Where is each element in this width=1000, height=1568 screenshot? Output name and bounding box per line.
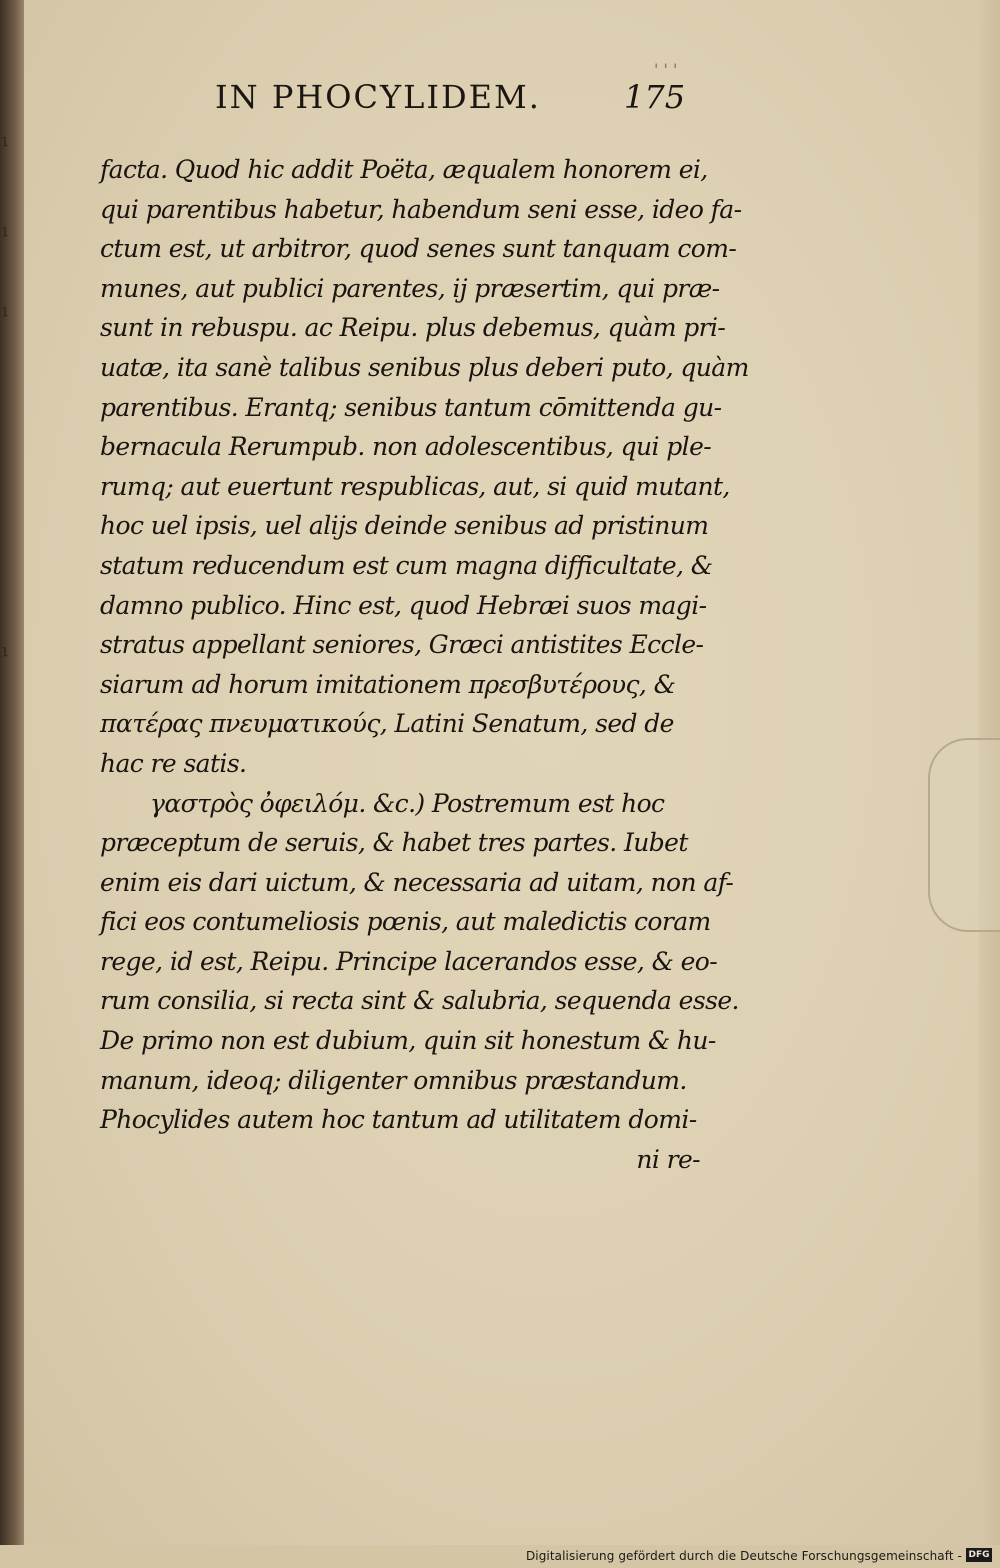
text-line: munes, aut publici parentes, ij præsertim, qui præ- (100, 273, 720, 303)
text-line: parentibus. Erantq; senibus tantum cōmittenda gu- (100, 392, 722, 422)
running-title: IN PHOCYLIDEM. (215, 78, 541, 116)
dfg-logo: DFG (966, 1548, 992, 1562)
text-line: siarum ad horum imitationem πρεσβυτέρους, & (100, 669, 676, 699)
text-line: manum, ideoq; diligenter omnibus præstandum. (100, 1065, 687, 1095)
text-line: rege, id est, Reipu. Principe lacerandos esse, & eo- (100, 946, 718, 976)
main-text (100, 150, 749, 1179)
signature-mark: ' ' ' (654, 60, 678, 79)
text-line: uatæ, ita sanè talibus senibus plus deberi puto, quàm (100, 352, 749, 382)
text-line: De primo non est dubium, quin sit honestum & hu- (100, 1026, 716, 1056)
text-line: sunt in rebuspu. ac Reipu. plus debemus, quàm pri- (100, 313, 726, 343)
edge-mark: ı (1, 300, 9, 322)
text-line: qui parentibus habetur, habendum seni esse, ideo fa- (100, 194, 742, 224)
text-line: ctum est, ut arbitror, quod senes sunt tanquam com- (100, 234, 737, 264)
text-line: γαστρὸς ὀφειλόμ. &c.) Postremum est hoc (150, 788, 665, 818)
text-line: rumq; aut euertunt respublicas, aut, si quid mutant, (100, 471, 730, 501)
text-line: fici eos contumeliosis pœnis, aut maledictis coram (100, 907, 711, 937)
text-line: bernacula Rerumpub. non adolescentibus, qui ple- (100, 432, 712, 462)
text-line: statum reducendum est cum magna difficultate, & (100, 550, 713, 580)
edge-mark: ı (1, 130, 9, 152)
page-clip-tab (928, 738, 1000, 932)
digitization-credit: Digitalisierung gefördert durch die Deutsche Forschungsgemeinschaft - (525, 1549, 962, 1563)
text-line: rum consilia, si recta sint & salubria, sequenda esse. (100, 986, 739, 1016)
text-line: πατέρας πνευματικούς, Latini Senatum, sed de (100, 709, 674, 739)
text-line: præceptum de seruis, & habet tres partes. Iubet (100, 828, 688, 858)
text-line: hac re satis. (100, 748, 247, 778)
edge-mark: ı (1, 220, 9, 242)
catchword: ni re- (636, 1144, 700, 1174)
text-line: stratus appellant seniores, Græci antistites Eccle- (100, 630, 704, 660)
text-line: damno publico. Hinc est, quod Hebræi suos magi- (100, 590, 707, 620)
text-line: hoc uel ipsis, uel alijs deinde senibus ad pristinum (100, 511, 709, 541)
page-number: 175 (624, 78, 686, 116)
text-line: enim eis dari uictum, & necessaria ad uitam, non af- (100, 867, 734, 897)
edge-mark: ı (1, 640, 9, 662)
text-line: facta. Quod hic addit Poëta, æqualem honorem ei, (100, 155, 708, 184)
text-line: Phocylides autem hoc tantum ad utilitatem domi- (100, 1105, 697, 1135)
